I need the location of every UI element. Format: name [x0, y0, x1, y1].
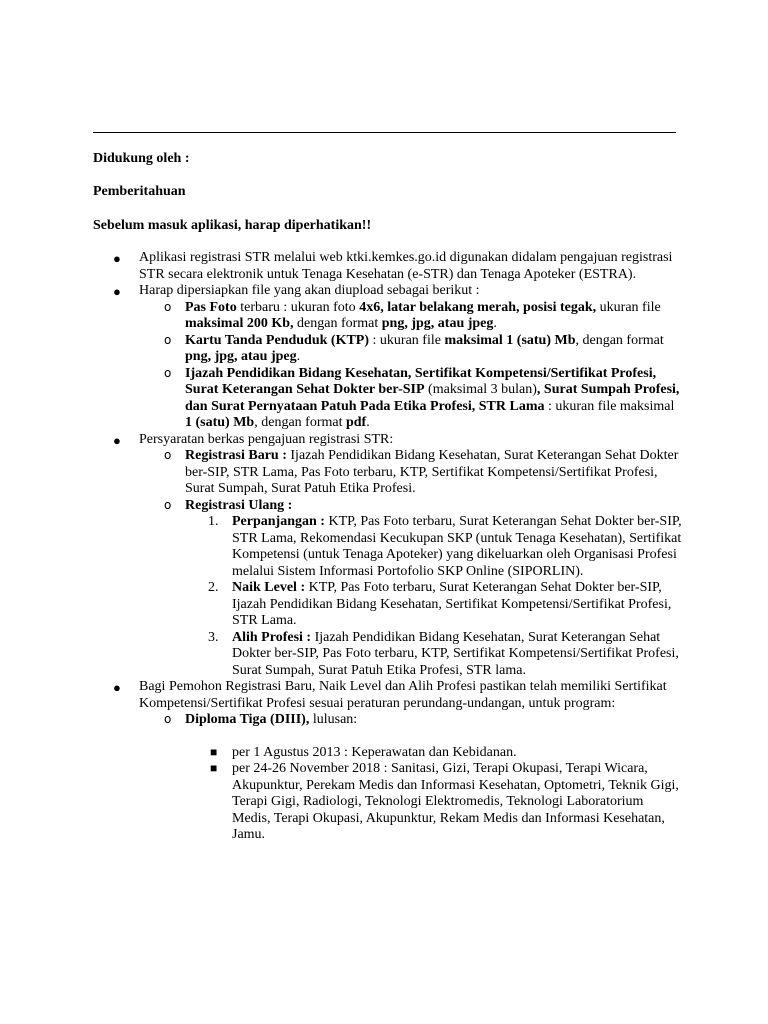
circle-bullet-icon: o [164, 712, 172, 726]
disc-bullet-icon: ● [113, 432, 121, 448]
circle-bullet-icon: o [164, 448, 172, 462]
circle-bullet-icon: o [164, 332, 172, 347]
numbered-item: 3. Alih Profesi : Ijazah Pendidikan Bidang Kesehatan, Surat Keterangan Sehat Dokter ber-SIP, Pas Foto terbaru, KTP, Sertifikat Kompetensi/Sertifikat Profesi, Surat Sumpah, Surat Patuh Etika Profesi, STR lama. [208, 629, 679, 678]
numbered-item: 2. Naik Level : KTP, Pas Foto terbaru, Surat Keterangan Sehat Dokter ber-SIP, Ijazah Pendidikan Bidang Kesehatan, Sertifikat Kompetensi/Sertifikat Profesi, STR Lama. [208, 580, 672, 628]
sub-list-item: o Kartu Tanda Penduduk (KTP) : ukuran file maksimal 1 (satu) Mb, dengan format png, jpg, atau jpeg. [164, 332, 664, 364]
numbered-list [185, 514, 683, 679]
numbered-item: 1. Perpanjangan : KTP, Pas Foto terbaru, Surat Keterangan Sehat Dokter ber-SIP, STR Lama, Rekomendasi Kecukupan SKP (untuk Tenaga Kesehatan), Sertifikat Kompetensi (untuk Tenaga Apoteker) yang dikeluarkan oleh Organisasi Profesi melalui Sistem Informasi Portofolio SKP Online (SIPORLIN). [208, 514, 682, 579]
disc-bullet-icon: ● [113, 680, 121, 695]
warning-heading: Sebelum masuk aplikasi, harap diperhatikan!! [93, 218, 372, 233]
square-list [185, 745, 683, 844]
horizontal-rule [93, 132, 676, 133]
sub-list [139, 300, 683, 432]
supported-by-heading: Didukung oleh : [93, 151, 190, 166]
sub-list-item: o Registrasi Ulang : 1. Perpanjangan : KTP, Pas Foto terbaru, Surat Keterangan Sehat Dokter ber-SIP, STR Lama, Rekomendasi Kecukupan SKP (untuk Tenaga Kesehatan), Sertifikat Kompetensi (untuk Tenaga Apoteker) yang dikeluarkan oleh Organisasi Profesi melalui Sistem Informasi Portofolio SKP Online (SIPORLIN). 2. Naik Level : KTP, Pas Foto terbaru, Surat Keterangan Sehat Dokter ber-SIP, Ijazah Pendidikan Bidang Kesehatan, Sertifikat Kompetensi/Sertifikat Profesi, STR Lama. 3. Alih Profesi : Ijazah Pendidikan Bidang Kesehatan, Surat Keterangan Sehat Dokter ber-SIP, Pas Foto terbaru, KTP, Sertifikat Kompetensi/Sertifikat Profesi, Surat Sumpah, Surat Patuh Etika Profesi, STR lama. [164, 497, 682, 678]
list-item: ● Bagi Pemohon Registrasi Baru, Naik Level dan Alih Profesi pastikan telah memiliki Sertifikat Kompetensi/Sertifikat Profesi sesuai peraturan perundang-undangan, untuk program: o Diploma Tiga (DIII), lulusan: ■ per 1 Agustus 2013 : Keperawatan dan Kebidanan. ■ per 24-26 November 2018 : Sanitasi, Gizi, Terapi Okupasi, Terapi Wicara, Akupunktur, Perekam Medis dan Informasi Kesehatan, Optometri, Teknik Gigi, Terapi Gigi, Radiologi, Teknologi Elektromedis, Teknologi Laboratorium Medis, Terapi Okupasi, Akupunktur, Rekam Medis dan Informasi Kesehatan, Jamu. [93, 679, 683, 844]
disc-bullet-icon: ● [113, 284, 121, 299]
square-item: ■ per 24-26 November 2018 : Sanitasi, Gizi, Terapi Okupasi, Terapi Wicara, Akupunktur, Perekam Medis dan Informasi Kesehatan, Optometri, Teknik Gigi, Terapi Gigi, Radiologi, Teknologi Elektromedis, Teknologi Laboratorium Medis, Terapi Okupasi, Akupunktur, Rekam Medis dan Informasi Kesehatan, Jamu. [210, 761, 679, 842]
sub-list-item: o Ijazah Pendidikan Bidang Kesehatan, Sertifikat Kompetensi/Sertifikat Profesi, Surat Keterangan Sehat Dokter ber-SIP (maksimal 3 bulan), Surat Sumpah Profesi, dan Surat Pernyataan Patuh Pada Etika Profesi, STR Lama : ukuran file maksimal 1 (satu) Mb, dengan format pdf. [164, 365, 680, 430]
circle-bullet-icon: o [164, 299, 172, 314]
sub-list-item: o Registrasi Baru : Ijazah Pendidikan Bidang Kesehatan, Surat Keterangan Sehat Dokter ber-SIP, STR Lama, Pas Foto terbaru, KTP, Sertifikat Kompetensi/Sertifikat Profesi, Surat Sumpah, Surat Patuh Etika Profesi. [164, 448, 679, 496]
disc-bullet-icon: ● [113, 251, 121, 266]
list-item: ● Persyaratan berkas pengajuan registrasi STR: o Registrasi Baru : Ijazah Pendidikan Bidang Kesehatan, Surat Keterangan Sehat Dokter ber-SIP, STR Lama, Pas Foto terbaru, KTP, Sertifikat Kompetensi/Sertifikat Profesi, Surat Sumpah, Surat Patuh Etika Profesi. o Registrasi Ulang : 1. Perpanjangan : KTP, Pas Foto terbaru, Surat Keterangan Sehat Dokter ber-SIP, STR Lama, Rekomendasi Kecukupan SKP (untuk Tenaga Kesehatan), Sertifikat Kompetensi (untuk Tenaga Apoteker) yang dikeluarkan oleh Organisasi Profesi melalui Sistem Informasi Portofolio SKP Online (SIPORLIN). 2. Naik Level : KTP, Pas Foto terbaru, Surat Keterangan Sehat Dokter ber-SIP, Ijazah Pendidikan Bidang Kesehatan, Sertifikat Kompetensi/Sertifikat Profesi, STR Lama. 3. Alih Profesi : Ijazah Pendidikan Bidang Kesehatan, Surat Keterangan Sehat Dokter ber-SIP, Pas Foto terbaru, KTP, Sertifikat Kompetensi/Sertifikat Profesi, Surat Sumpah, Surat Patuh Etika Profesi, STR lama. [113, 431, 682, 678]
sub-list [139, 712, 683, 844]
list-item: ● Harap dipersiapkan file yang akan diupload sebagai berikut : o Pas Foto terbaru : ukuran foto 4x6, latar belakang merah, posisi tegak, ukuran file maksimal 200 Kb, dengan format png, jpg, atau jpeg. o Kartu Tanda Penduduk (KTP) : ukuran file maksimal 1 (satu) Mb, dengan format png, jpg, atau jpeg. o Ijazah Pendidikan Bidang Kesehatan, Sertifikat Kompetensi/Sertifikat Profesi, Surat Keterangan Sehat Dokter ber-SIP (maksimal 3 bulan), Surat Sumpah Profesi, dan Surat Pernyataan Patuh Pada Etika Profesi, STR Lama : ukuran file maksimal 1 (satu) Mb, dengan format pdf. [93, 283, 683, 432]
square-bullet-icon: ■ [210, 744, 218, 759]
sub-list-item: o Pas Foto terbaru : ukuran foto 4x6, latar belakang merah, posisi tegak, ukuran file maksimal 200 Kb, dengan format png, jpg, atau jpeg. [164, 299, 661, 331]
announcement-heading: Pemberitahuan [93, 184, 186, 199]
list-item: ● Aplikasi registrasi STR melalui web ktki.kemkes.go.id digunakan didalam pengajuan registrasi STR secara elektronik untuk Tenaga Kesehatan (e-STR) dan Tenaga Apoteker (ESTRA). [113, 250, 673, 282]
circle-bullet-icon: o [164, 365, 172, 380]
sub-list [139, 448, 683, 679]
circle-bullet-icon: o [164, 497, 172, 512]
square-item: ■ per 1 Agustus 2013 : Keperawatan dan Kebidanan. [210, 744, 517, 760]
main-list [93, 250, 683, 844]
sub-list-item: o Diploma Tiga (DIII), lulusan: ■ per 1 Agustus 2013 : Keperawatan dan Kebidanan. ■ per 24-26 November 2018 : Sanitasi, Gizi, Terapi Okupasi, Terapi Wicara, Akupunktur, Perekam Medis dan Informasi Kesehatan, Optometri, Teknik Gigi, Terapi Gigi, Radiologi, Teknologi Elektromedis, Teknologi Laboratorium Medis, Terapi Okupasi, Akupunktur, Rekam Medis dan Informasi Kesehatan, Jamu. [139, 712, 683, 844]
square-bullet-icon: ■ [210, 761, 218, 775]
